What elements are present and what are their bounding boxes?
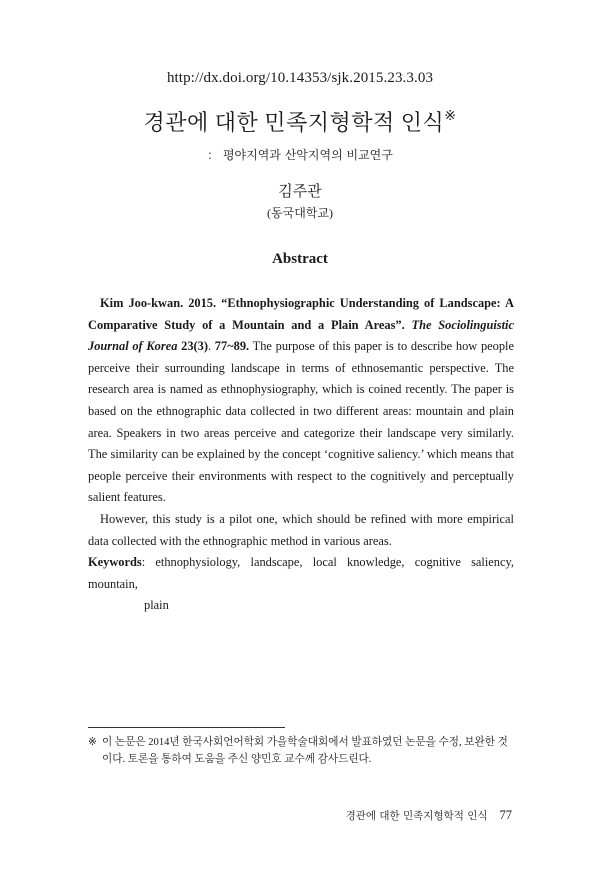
title-footnote-mark: ※	[444, 108, 457, 124]
abstract-paragraph-2: However, this study is a pilot one, which should be refined with more empirical data collected with the ethnographic method in various areas.	[88, 511, 514, 548]
keywords-continuation: plain	[144, 598, 169, 613]
author-affiliation: (동국대학교)	[267, 206, 333, 220]
citation-issue: (3)	[193, 339, 208, 354]
abstract-body: The purpose of this paper is to describe how people perceive their surrounding landscape in terms of ethnosemantic perspective. The research area is named as ethnophysiography, which is coined recently. The paper is based on the ethnographic data collected in two different areas: mountain and plain area. Speakers in two areas perceive and categorize their landscape very similarly. The similarity can be explained by the concept ‘cognitive saliency.’ which means that people perceive their environments with respect to the cognitively and perceptually salient features.	[88, 339, 514, 505]
abstract-heading: Abstract	[272, 251, 328, 267]
abstract-block	[88, 293, 514, 617]
footnote	[88, 734, 514, 768]
citation-volume: 23	[181, 339, 194, 354]
running-title: 경관에 대한 민족지형학적 인식	[345, 810, 488, 822]
footnote-divider	[88, 727, 285, 728]
paper-title	[0, 106, 600, 137]
title-text: 경관에 대한 민족지형학적 인식	[143, 110, 445, 135]
citation-bold: Kim Joo-kwan. 2015. “Ethnophysiographic Understanding of Landscape: A Comparative Study of a Mountain and a Plain Areas”.	[88, 296, 514, 332]
keywords-label: Keywords	[88, 555, 142, 570]
paper-subtitle: ： 평야지역과 산악지역의 비교연구	[207, 148, 393, 162]
page-number: 77	[499, 808, 512, 822]
keywords-line	[88, 552, 514, 595]
doi-link[interactable]: http://dx.doi.org/10.14353/sjk.2015.23.3.03	[166, 70, 434, 86]
footnote-mark: ※	[88, 737, 97, 748]
running-footer	[346, 808, 512, 823]
footnote-text: 이 논문은 2014년 한국사회언어학회 가을학술대회에서 발표하였던 논문을 수정, 보완한 것이다. 토론을 통하여 도움을 주신 양민호 교수께 감사드린다.	[102, 737, 508, 765]
keywords-list: : ethnophysiology, landscape, local knowledge, cognitive saliency, mountain,	[88, 555, 514, 591]
citation-pages: 77~89.	[214, 339, 250, 354]
author-name: 김주관	[278, 184, 322, 200]
citation-journal: The Sociolinguistic Journal of Korea	[88, 317, 514, 354]
abstract-paragraph-1: Kim Joo-kwan. 2015. “Ethnophysiographic Understanding of Landscape: A Comparative Study of a Mountain and a Plain Areas”. The Sociolinguistic Journal of Korea 23(3). 77~89. The purpose of this paper is to describe how people perceive their surrounding landscape in terms of ethnosemantic perspective. The research area is named as ethnophysiography, which is coined recently. The paper is based on the ethnographic data collected in two different areas: mountain and plain area. Speakers in two areas perceive and categorize their landscape very similarly. The similarity can be explained by the concept ‘cognitive saliency.’ which means that people perceive their environments with respect to the cognitively and perceptually salient features.	[88, 296, 514, 505]
